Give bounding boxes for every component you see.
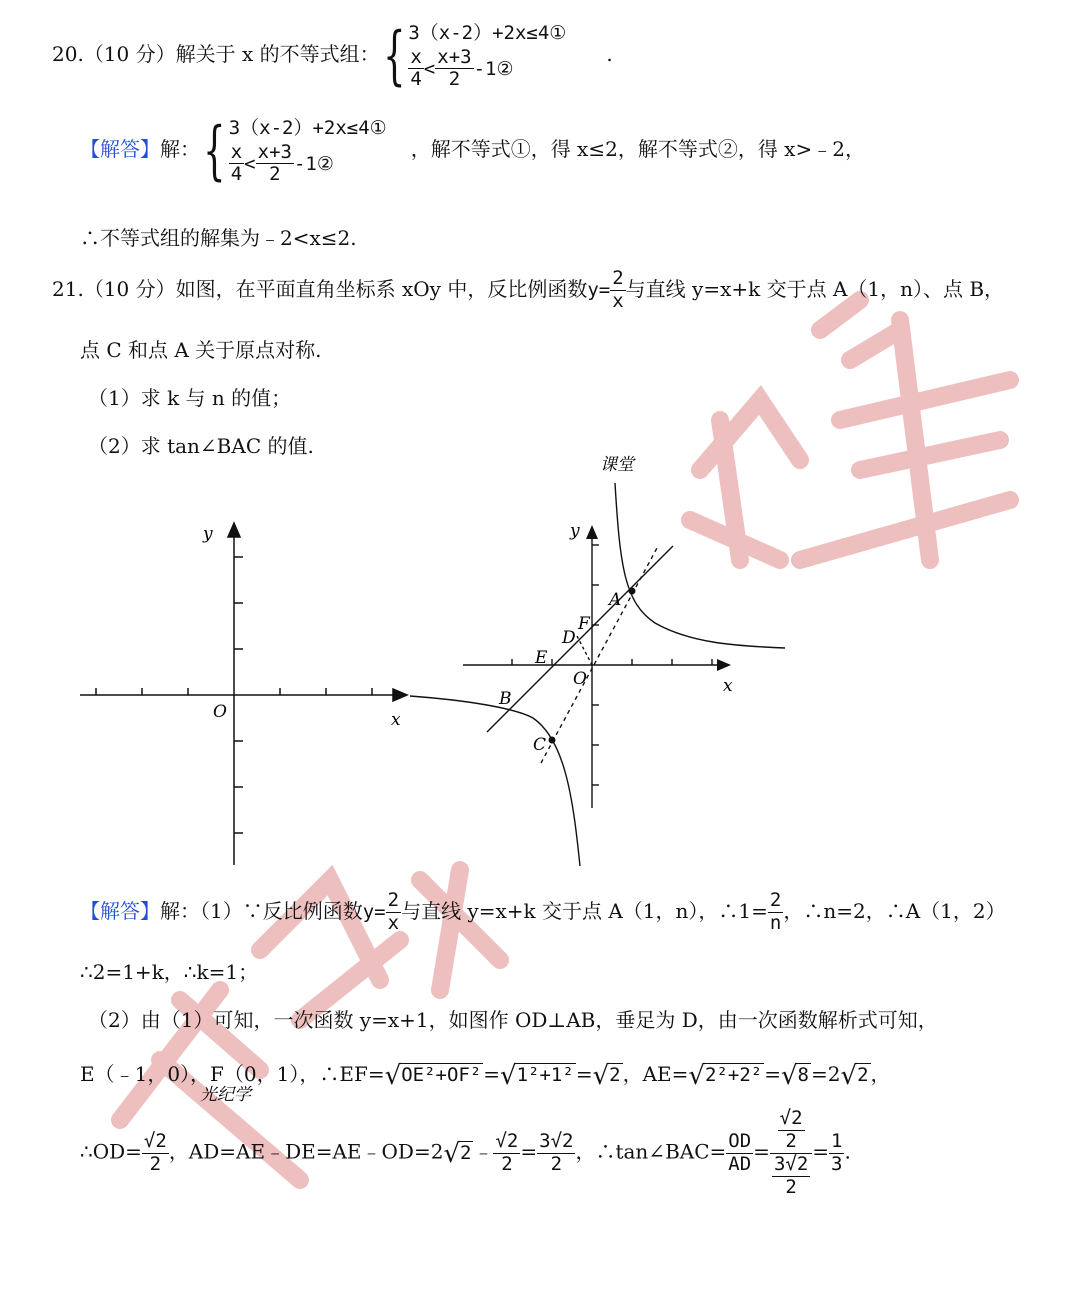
- q20: [52, 20, 613, 91]
- a20-lt: <: [244, 152, 256, 175]
- q20-stem: 解关于 x 的不等式组：: [175, 42, 380, 67]
- hyperbola-branch-1: [615, 483, 785, 648]
- y-axis-arrow: [228, 523, 240, 537]
- a21-tan: ，∴tan∠BAC=: [575, 1139, 727, 1164]
- point-c-dot: [549, 737, 556, 744]
- q21-func-lhs: y=: [587, 278, 611, 301]
- a21-eq4: =2: [811, 1062, 841, 1086]
- point-d-label: D: [562, 628, 576, 648]
- a21-od: ∴OD=: [80, 1139, 142, 1164]
- a21-od-frac: $\frac{√2}{2}$: [143, 1129, 167, 1175]
- a21-rad2: 1²+1²: [516, 1064, 574, 1086]
- a20-system: [229, 115, 387, 186]
- a21-line5-end: .: [844, 1139, 851, 1164]
- a21-eq1: =: [483, 1062, 501, 1086]
- q21-func-frac: $\frac{2}{x}$: [612, 267, 624, 312]
- a21-func-frac: $\frac{2}{x}$: [387, 889, 400, 934]
- figure-right: [405, 478, 785, 868]
- a21-big-frac: $\frac{\frac{√2}{2}}{\frac{3√2}{2}}$: [770, 1108, 812, 1198]
- left-y-label: y: [203, 524, 213, 544]
- a20-lead: 解：: [160, 137, 200, 162]
- q21-points: （10 分）: [83, 276, 176, 301]
- q20-brace: {: [382, 18, 406, 93]
- a21-tail: ，∴n=2，∴A（1，2）: [783, 898, 1006, 923]
- a21-f3: $\frac{OD}{AD}$: [728, 1129, 752, 1175]
- point-a-dot: [629, 588, 636, 595]
- a21-line3: （2）由（1）可知，一次函数 y=x+1，如图作 OD⊥AB，垂足为 D，由一次函数解析式可知，: [88, 1008, 938, 1032]
- a21-line2: ∴2=1+k，∴k=1；: [80, 960, 259, 984]
- a20-ineq1: 3（x-2）+2x≤4①: [228, 117, 387, 139]
- q20-ineq1: 3（x-2）+2x≤4①: [408, 22, 567, 44]
- a21-result-frac: $\frac{1}{3}$: [831, 1129, 843, 1175]
- a21-line5-eq: =: [520, 1139, 538, 1164]
- point-f-label: F: [578, 614, 590, 634]
- q20-number: 20.: [52, 42, 84, 67]
- a21-func-lhs: y=: [362, 900, 386, 923]
- line-ab: [487, 546, 673, 732]
- a21-rad6: 2: [857, 1064, 869, 1086]
- left-x-label: x: [391, 710, 401, 730]
- q21-number: 21.: [52, 276, 84, 301]
- a21-line5-rad: 2: [460, 1141, 472, 1164]
- hyperbola-branch-2: [410, 696, 580, 866]
- a21-line4-end: ，: [870, 1062, 891, 1086]
- right-x-label: x: [723, 676, 733, 696]
- a20: [80, 115, 865, 186]
- q21-part1: （1）求 k 与 n 的值；: [88, 386, 292, 410]
- right-y-label: y: [570, 521, 580, 541]
- point-b-label: B: [499, 689, 512, 709]
- a21-line1: [80, 890, 1006, 935]
- right-origin-label: O: [573, 669, 587, 689]
- watermark-text-bottom: 光纪学: [200, 1085, 251, 1105]
- a21-ae: ，AE=: [622, 1062, 689, 1086]
- a20-frac-lhs: $\frac{x}{4}$: [230, 140, 243, 186]
- q21-line1: [52, 268, 1004, 313]
- y-axis-arrow: [586, 525, 598, 539]
- a21-rad4: 2²+2²: [705, 1064, 763, 1086]
- a20-tag: 【解答】: [80, 137, 160, 162]
- a21-mid: 与直线 y=x+k 交于点 A（1，n），∴1=: [401, 898, 768, 923]
- a21-eq3: =: [764, 1062, 781, 1086]
- a21-minus: ﹣: [473, 1139, 494, 1164]
- watermark-text-top: 课堂: [600, 455, 634, 475]
- q20-tail: -1②: [473, 57, 514, 80]
- q20-lt: <: [423, 57, 436, 80]
- point-e-label: E: [535, 648, 548, 668]
- a21-rad5: 8: [797, 1064, 809, 1086]
- q20-system: [408, 20, 566, 91]
- point-c-label: C: [533, 735, 547, 755]
- a21-line5-eq2: =: [753, 1139, 770, 1164]
- point-a-label: A: [609, 590, 622, 610]
- a21-f2: $\frac{3√2}{2}$: [539, 1129, 574, 1175]
- q20-end: .: [606, 42, 613, 67]
- a21-line4: E（﹣1，0），F（0，1），∴EF=√OE²+OF² =√1²+1² =√2 ，AE=√2²+2² =√8 =2√2 ，: [80, 1061, 891, 1091]
- a20-frac-rhs: $\frac{x+3}{2}$: [257, 140, 292, 186]
- q21-stem-c: 点 C 和点 A 关于原点对称.: [80, 338, 322, 362]
- x-axis-arrow: [717, 659, 731, 671]
- a20-step: ，解不等式①，得 x≤2，解不等式②，得 x>﹣2，: [410, 137, 865, 162]
- q20-frac-lhs: $\frac{x}{4}$: [410, 45, 422, 91]
- a21-lead: 解：（1）∵反比例函数: [160, 898, 363, 923]
- a21-ad: ，AD=AE﹣DE=AE﹣OD=2: [168, 1139, 444, 1164]
- a21-rad1: OE²+OF²: [401, 1064, 482, 1086]
- figure-left: [75, 515, 415, 875]
- a20-brace: {: [203, 113, 226, 188]
- q21-stem-a: 如图，在平面直角坐标系 xOy 中，反比例函数: [175, 276, 588, 301]
- q20-frac-rhs: $\frac{x+3}{2}$: [437, 45, 472, 91]
- q20-points: （10 分）: [83, 42, 176, 67]
- a21-eq2: =: [575, 1062, 593, 1086]
- a21-line5-eq3: =: [812, 1139, 830, 1164]
- a20-conclusion: ∴不等式组的解集为﹣2<x≤2.: [80, 226, 357, 250]
- a21-rad3: 2: [609, 1064, 621, 1086]
- a21-line5: ∴OD= $\frac{√2}{2}$ ，AD=AE﹣DE=AE﹣OD=2√2 ﹣ $\frac{√2}{2}$ = $\frac{3√2}{2}$ ，∴tan∠BAC= $\frac{OD}{AD}$ = $\frac{\frac{√2}{2}}{\frac{3√2}{2}}$ = $\frac{1}{3}$ .: [80, 1107, 851, 1198]
- q21-part2: （2）求 tan∠BAC 的值.: [88, 434, 314, 458]
- a21-tag: 【解答】: [80, 898, 160, 923]
- a20-tail: -1②: [293, 152, 334, 175]
- left-origin-label: O: [213, 702, 227, 722]
- q21-stem-b: 与直线 y=x+k 交于点 A（1，n）、点 B，: [625, 276, 1005, 301]
- a21-line4-a: E（﹣1，0），F（0，1），∴EF=: [80, 1062, 385, 1086]
- a21-f1: $\frac{√2}{2}$: [495, 1129, 519, 1175]
- a21-n-frac: $\frac{2}{n}$: [769, 889, 782, 934]
